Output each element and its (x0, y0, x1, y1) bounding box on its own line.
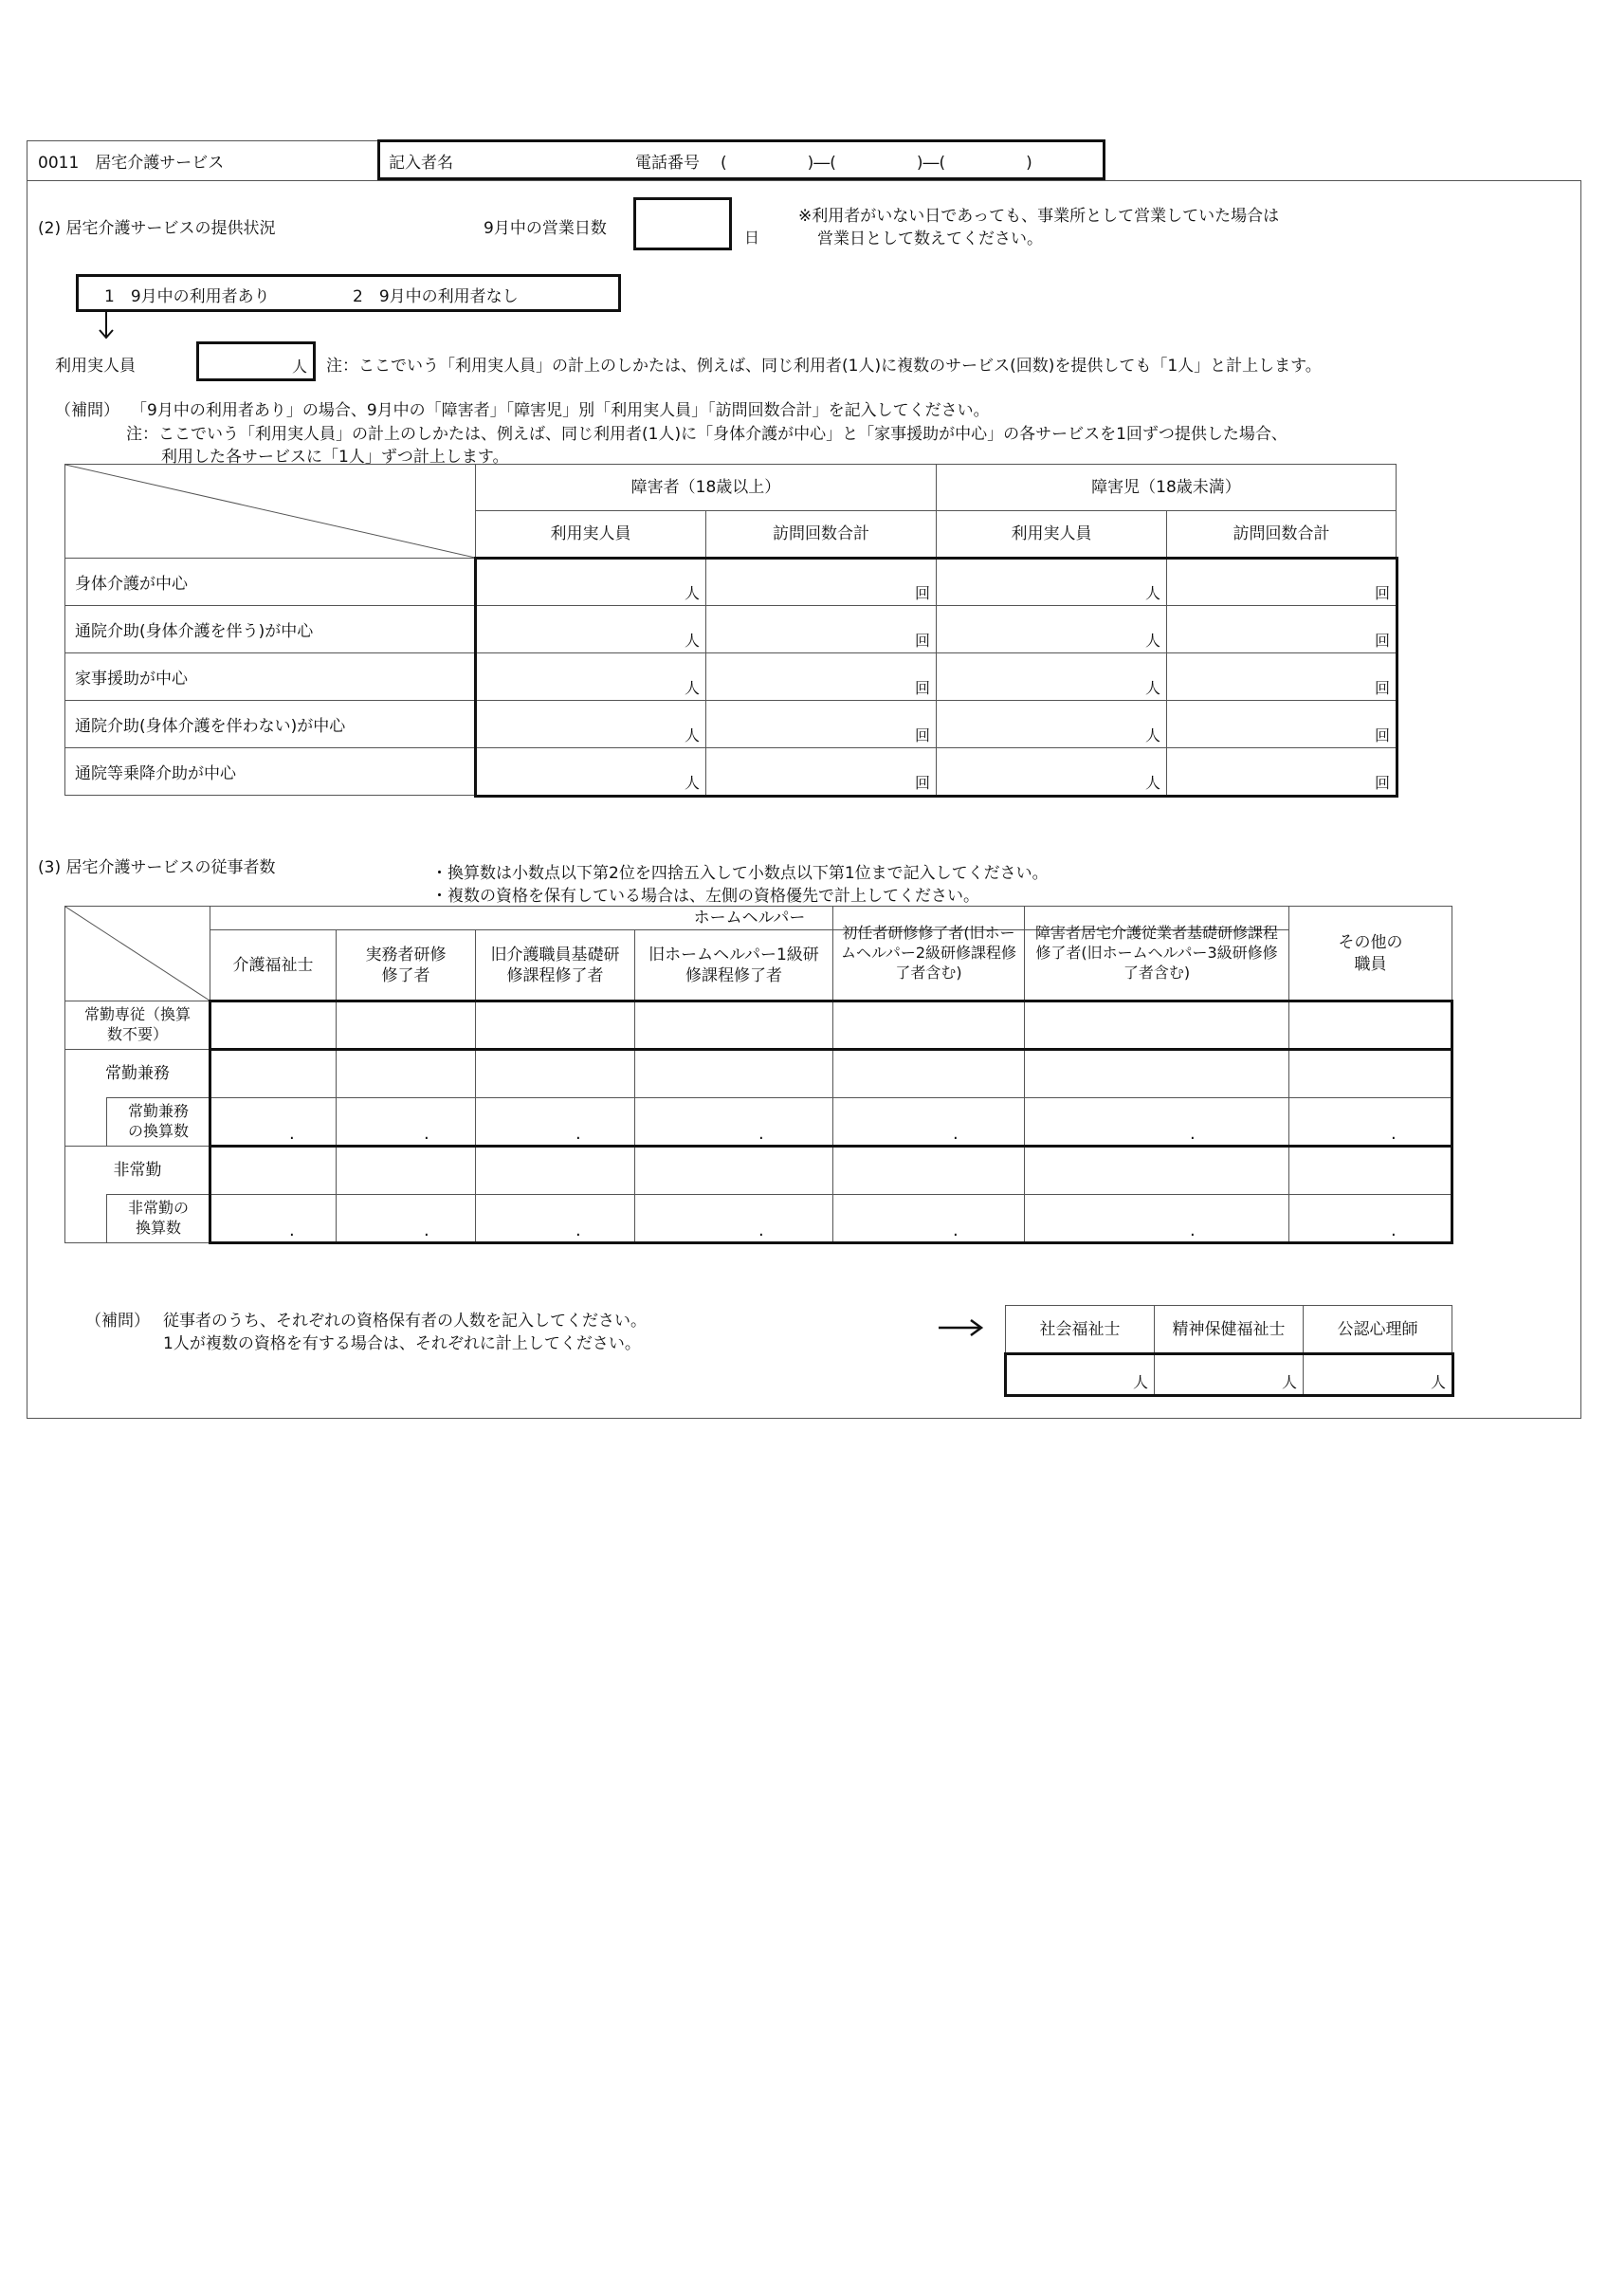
conversion-input[interactable] (210, 1194, 337, 1243)
col-old-homehelper-1: 旧ホームヘルパー1級研修課程修了者 (634, 929, 833, 1001)
unit-label: 人 (684, 632, 700, 650)
form-code-title: 0011 居宅介護サービス (38, 154, 225, 173)
unit-label: 回 (1374, 679, 1390, 697)
s3-supplement-text-1: 従事者のうち、それぞれの資格保有者の人数を記入してください。 (163, 1312, 647, 1331)
conversion-input[interactable] (210, 1097, 337, 1147)
qual-input-social-worker[interactable] (1005, 1353, 1155, 1395)
row-label: 身体介護が中心 (64, 558, 476, 606)
staff-count-input[interactable] (1024, 1049, 1289, 1098)
conversion-input[interactable] (832, 1194, 1025, 1243)
decimal-point: . (289, 1124, 295, 1144)
unit-label: 回 (914, 584, 930, 602)
qual-header-certified-psychologist: 公認心理師 (1303, 1305, 1452, 1354)
row-label: 家事援助が中心 (64, 652, 476, 701)
qual-input-certified-psychologist[interactable] (1303, 1353, 1452, 1395)
decimal-point: . (424, 1221, 429, 1240)
group-child-header: 障害児（18歳未満） (936, 464, 1397, 511)
input-adult-users[interactable] (475, 605, 706, 653)
unit-label: 回 (1374, 726, 1390, 744)
row-fulltime-concurrent-conv: 常勤兼務の換算数 (106, 1097, 210, 1147)
col-other-staff: その他の職員 (1288, 906, 1452, 1001)
section3-note-2: ・複数の資格を保有している場合は、左側の資格優先で計上してください。 (431, 887, 979, 906)
unit-label: 回 (914, 679, 930, 697)
decimal-point: . (575, 1124, 581, 1144)
input-adult-users[interactable] (475, 747, 706, 796)
recorder-name-field[interactable] (465, 144, 626, 174)
decimal-point: . (1391, 1221, 1397, 1240)
unit-label: 回 (914, 632, 930, 650)
col-child-users: 利用実人員 (936, 510, 1167, 559)
option-has-users[interactable]: 1 9月中の利用者あり (104, 287, 270, 306)
input-child-visits[interactable] (1166, 605, 1397, 653)
unit-label: 回 (1374, 632, 1390, 650)
col-initial-training: 初任者研修修了者(旧ホームヘルパー2級研修課程修了者含む) (832, 906, 1025, 1001)
conversion-input[interactable] (1288, 1097, 1452, 1147)
col-old-basic-training: 旧介護職員基礎研修課程修了者 (475, 929, 635, 1001)
business-days-note-2: 営業日として数えてください。 (817, 230, 1043, 248)
row-fulltime-dedicated: 常勤専従（換算数不要） (64, 1001, 210, 1050)
section3-title: (3) 居宅介護サービスの従事者数 (38, 858, 276, 877)
row-fulltime-concurrent-label: 常勤兼務 (105, 1064, 170, 1084)
staff-count-input[interactable] (634, 1001, 833, 1050)
input-adult-visits[interactable] (705, 747, 937, 796)
input-adult-users[interactable] (475, 700, 706, 748)
staff-count-input[interactable] (832, 1146, 1025, 1195)
row-label: 通院等乗降介助が中心 (64, 747, 476, 796)
unit-label: 回 (914, 726, 930, 744)
staff-count-input[interactable] (832, 1049, 1025, 1098)
input-adult-visits[interactable] (705, 558, 937, 606)
unit-person: 人 (1430, 1373, 1446, 1391)
row-label: 通院介助(身体介護を伴う)が中心 (64, 605, 476, 653)
row-fulltime-concurrent (64, 1049, 210, 1098)
staff-count-input[interactable] (475, 1049, 635, 1098)
staff-count-input[interactable] (832, 1001, 1025, 1050)
decimal-point: . (1391, 1124, 1397, 1144)
staff-count-input[interactable] (336, 1049, 476, 1098)
input-child-visits[interactable] (1166, 558, 1397, 606)
phone-label: 電話番号 (635, 154, 700, 173)
row-parttime-label: 非常勤 (113, 1161, 162, 1181)
staff-table-corner (64, 906, 210, 1001)
conversion-input[interactable] (475, 1194, 635, 1243)
users-input[interactable] (196, 341, 316, 381)
col-care-worker: 介護福祉士 (210, 929, 337, 1001)
business-days-unit: 日 (744, 229, 760, 247)
business-days-note: ※利用者がいない日であっても、事業所として営業していた場合は (798, 207, 1280, 226)
unit-label: 人 (684, 726, 700, 744)
section2-title: (2) 居宅介護サービスの提供状況 (38, 219, 276, 238)
decimal-point: . (758, 1124, 764, 1144)
supplement-text-2: 注：ここでいう「利用実人員」の計上のしかたは、例えば、同じ利用者(1人)に「身体介護が中心」と「家事援助が中心」の各サービスを1回ずつ提供した場合、 (126, 425, 1287, 444)
unit-label: 人 (1144, 774, 1160, 792)
unit-label: 人 (1144, 584, 1160, 602)
unit-person: 人 (1281, 1373, 1297, 1391)
col-disability-basic-training: 障害者居宅介護従業者基礎研修課程修了者(旧ホームヘルパー3級研修修了者含む) (1024, 906, 1289, 1001)
input-child-visits[interactable] (1166, 700, 1397, 748)
unit-label: 人 (684, 774, 700, 792)
unit-label: 人 (1144, 632, 1160, 650)
row-label: 通院介助(身体介護を伴わない)が中心 (64, 700, 476, 748)
option-no-users[interactable]: 2 9月中の利用者なし (353, 287, 519, 306)
staff-count-input[interactable] (210, 1049, 337, 1098)
conversion-input[interactable] (1024, 1097, 1289, 1147)
group-adult-header: 障害者（18歳以上） (475, 464, 937, 511)
arrow-right-icon (939, 1316, 984, 1344)
conversion-input[interactable] (336, 1194, 476, 1243)
phone-field[interactable]: ( )―( )―( ) (721, 154, 1032, 173)
staff-count-input[interactable] (475, 1001, 635, 1050)
supplement-text-3: 利用した各サービスに「1人」ずつ計上します。 (161, 448, 509, 467)
input-child-visits[interactable] (1166, 747, 1397, 796)
row-parttime-conv: 非常勤の換算数 (106, 1194, 210, 1243)
business-days-input[interactable] (633, 197, 732, 250)
input-adult-visits[interactable] (705, 652, 937, 701)
input-adult-users[interactable] (475, 558, 706, 606)
staff-count-input[interactable] (336, 1001, 476, 1050)
staff-count-input[interactable] (634, 1049, 833, 1098)
col-practitioner-training: 実務者研修修了者 (336, 929, 476, 1001)
input-child-users[interactable] (936, 700, 1167, 748)
staff-count-input[interactable] (475, 1146, 635, 1195)
users-note: 注：ここでいう「利用実人員」の計上のしかたは、例えば、同じ利用者(1人)に複数のサービス(回数)を提供しても「1人」と計上します。 (326, 357, 1322, 376)
conversion-input[interactable] (634, 1194, 833, 1243)
decimal-point: . (424, 1124, 429, 1144)
arrow-down-icon (99, 312, 114, 340)
unit-label: 回 (1374, 584, 1390, 602)
section3-note-1: ・換算数は小数点以下第2位を四捨五入して小数点以下第1位まで記入してください。 (431, 864, 1049, 883)
table-corner (64, 464, 476, 559)
row-parttime (64, 1146, 210, 1195)
col-adult-visits: 訪問回数合計 (705, 510, 937, 559)
conversion-input[interactable] (1288, 1194, 1452, 1243)
decimal-point: . (953, 1124, 959, 1144)
decimal-point: . (1190, 1124, 1196, 1144)
unit-label: 回 (914, 774, 930, 792)
qual-header-psychiatric-social-worker: 精神保健福祉士 (1154, 1305, 1304, 1354)
input-child-users[interactable] (936, 652, 1167, 701)
decimal-point: . (953, 1221, 959, 1240)
staff-count-input[interactable] (210, 1146, 337, 1195)
staff-count-input[interactable] (1288, 1049, 1452, 1098)
row-left-pad (64, 1097, 107, 1147)
conversion-input[interactable] (634, 1097, 833, 1147)
conversion-input[interactable] (1024, 1194, 1289, 1243)
staff-count-input[interactable] (336, 1146, 476, 1195)
conversion-input[interactable] (336, 1097, 476, 1147)
input-adult-visits[interactable] (705, 700, 937, 748)
staff-count-input[interactable] (634, 1146, 833, 1195)
decimal-point: . (1190, 1221, 1196, 1240)
decimal-point: . (575, 1221, 581, 1240)
users-unit: 人 (291, 358, 307, 376)
col-adult-users: 利用実人員 (475, 510, 706, 559)
col-child-visits: 訪問回数合計 (1166, 510, 1397, 559)
conversion-input[interactable] (832, 1097, 1025, 1147)
qual-input-psychiatric-social-worker[interactable] (1154, 1353, 1304, 1395)
row-left-pad (64, 1194, 107, 1243)
conversion-input[interactable] (475, 1097, 635, 1147)
unit-label: 人 (1144, 679, 1160, 697)
s3-supplement-text-2: 1人が複数の資格を有する場合は、それぞれに計上してください。 (163, 1334, 641, 1353)
input-child-users[interactable] (936, 558, 1167, 606)
input-adult-visits[interactable] (705, 605, 937, 653)
decimal-point: . (289, 1221, 295, 1240)
staff-count-input[interactable] (210, 1001, 337, 1050)
unit-label: 回 (1374, 774, 1390, 792)
supplement-text-1: 「9月中の利用者あり」の場合、9月中の「障害者」「障害児」別「利用実人員」「訪問回数合計」を記入してください。 (131, 401, 990, 420)
staff-count-input[interactable] (1288, 1146, 1452, 1195)
homehelper-group-header: ホームヘルパー (210, 906, 1289, 930)
unit-label: 人 (684, 679, 700, 697)
staff-count-input[interactable] (1288, 1001, 1452, 1050)
unit-label: 人 (1144, 726, 1160, 744)
input-child-users[interactable] (936, 747, 1167, 796)
input-child-users[interactable] (936, 605, 1167, 653)
staff-count-input[interactable] (1024, 1001, 1289, 1050)
qual-header-social-worker: 社会福祉士 (1005, 1305, 1155, 1354)
s3-supplement-label: （補問） (85, 1312, 150, 1331)
business-days-label: 9月中の営業日数 (484, 219, 607, 238)
staff-count-input[interactable] (1024, 1146, 1289, 1195)
supplement-label: （補問） (55, 401, 119, 420)
recorder-label: 記入者名 (389, 154, 453, 173)
input-adult-users[interactable] (475, 652, 706, 701)
users-label: 利用実人員 (55, 357, 136, 376)
unit-label: 人 (684, 584, 700, 602)
input-child-visits[interactable] (1166, 652, 1397, 701)
unit-person: 人 (1132, 1373, 1148, 1391)
decimal-point: . (758, 1221, 764, 1240)
